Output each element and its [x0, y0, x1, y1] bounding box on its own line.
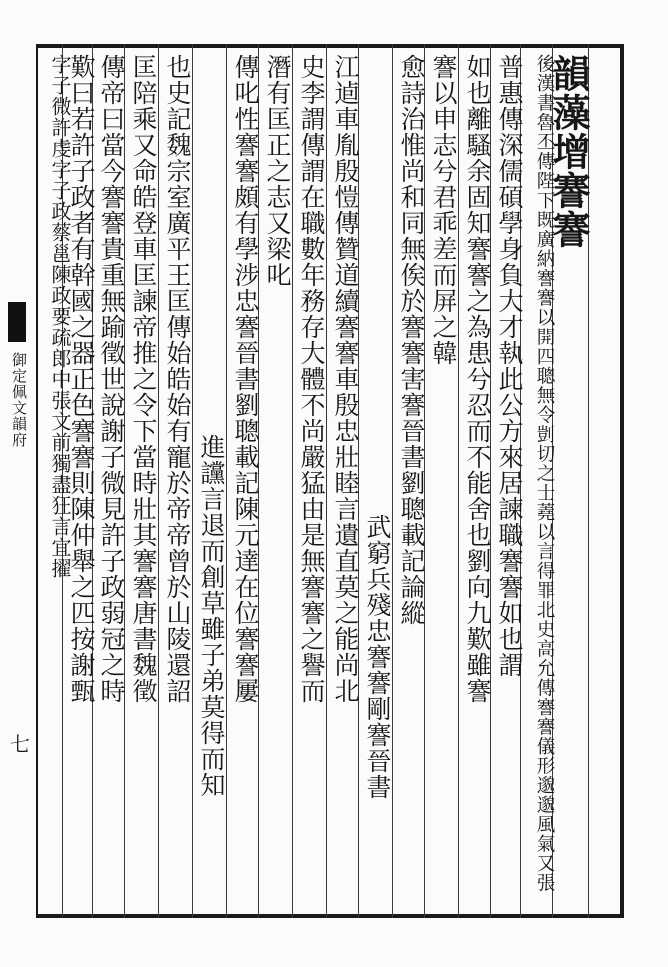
right-border — [620, 44, 624, 918]
text-column-4 — [458, 54, 492, 910]
page-edge — [8, 266, 34, 596]
section-heading: 韻藻增謇謇 — [546, 54, 591, 249]
text-column-11 — [226, 54, 260, 910]
text-column-3 — [490, 54, 524, 910]
column-text: 後漢書魯丕傳陛下既廣納謇謇以開四聰無令剴切之士蕘以言得罪北史高允傳謇謇儀形邈邈風氣又張 — [534, 54, 555, 893]
column-text: 江逌車胤殷愷傳贊道續謇謇車殷忠壯睦言遺直莫之能尚北 — [331, 54, 360, 704]
column-text: 愈詩治惟尚和同無俟於謇謇害謇晉書劉聰載記論縱 — [397, 54, 426, 626]
column-text: 如也離騷余固知謇謇之為患兮忍而不能舍也劉向九歎雖謇 — [463, 54, 492, 704]
column-text: 傳帝曰當今謇謇貴重無踰徵世說謝子微見許子政弱冠之時 — [97, 54, 126, 704]
text-column-12 — [192, 54, 226, 910]
column-text: 傳叱性謇謇頗有學涉忠謇晉書劉聰載記陳元達在位謇謇屢 — [231, 54, 260, 704]
text-column-9 — [292, 54, 326, 910]
text-column-5 — [424, 54, 458, 910]
column-text: 匡陪乘又命皓登車匡諫帝推之令下當時壯其謇謇唐書魏徵 — [129, 54, 158, 704]
column-text: 普惠傳深儒碩學身負大才執此公方來居諫職謇謇如也謂 — [495, 54, 524, 678]
text-column-14 — [124, 54, 158, 910]
text-column-1 — [546, 54, 591, 910]
column-text: 史李謂傳謂在職數年務存大體不尚嚴猛由是無謇謇之譽而 — [297, 54, 326, 704]
column-text: 字子微許虔字子政蔡邕陳政要疏郎中張文前獨盡狂言宜擢 — [48, 54, 72, 579]
text-column-7 — [358, 54, 392, 910]
text-column-15 — [92, 54, 126, 910]
text-column-6 — [392, 54, 426, 910]
column-text: 也史記魏宗室廣平王匡傳始皓始有寵於帝帝曾於山陵還詔 — [163, 54, 192, 704]
column-text: 歎曰若許子政者有幹國之器正色謇謇則陳仲舉之匹按謝甄 — [67, 54, 96, 704]
text-column-13 — [158, 54, 192, 910]
edge-black-tab — [8, 302, 26, 342]
text-column-10 — [258, 54, 292, 910]
text-column-8 — [326, 54, 360, 910]
column-text: 謇以申志兮君乖差而屏之韓 — [429, 54, 458, 366]
column-text: 潛有匡正之志又梁叱 — [263, 54, 292, 288]
text-column-17 — [38, 54, 72, 910]
edge-label: 御定佩文韻府 — [10, 352, 28, 448]
page-number: 七 — [10, 732, 30, 756]
column-text: 進讜言退而創草雖子弟莫得而知 — [197, 434, 226, 798]
text-column-2 — [520, 54, 554, 910]
column-text: 武窮兵殘忠謇謇剛謇晉書 — [363, 514, 392, 800]
